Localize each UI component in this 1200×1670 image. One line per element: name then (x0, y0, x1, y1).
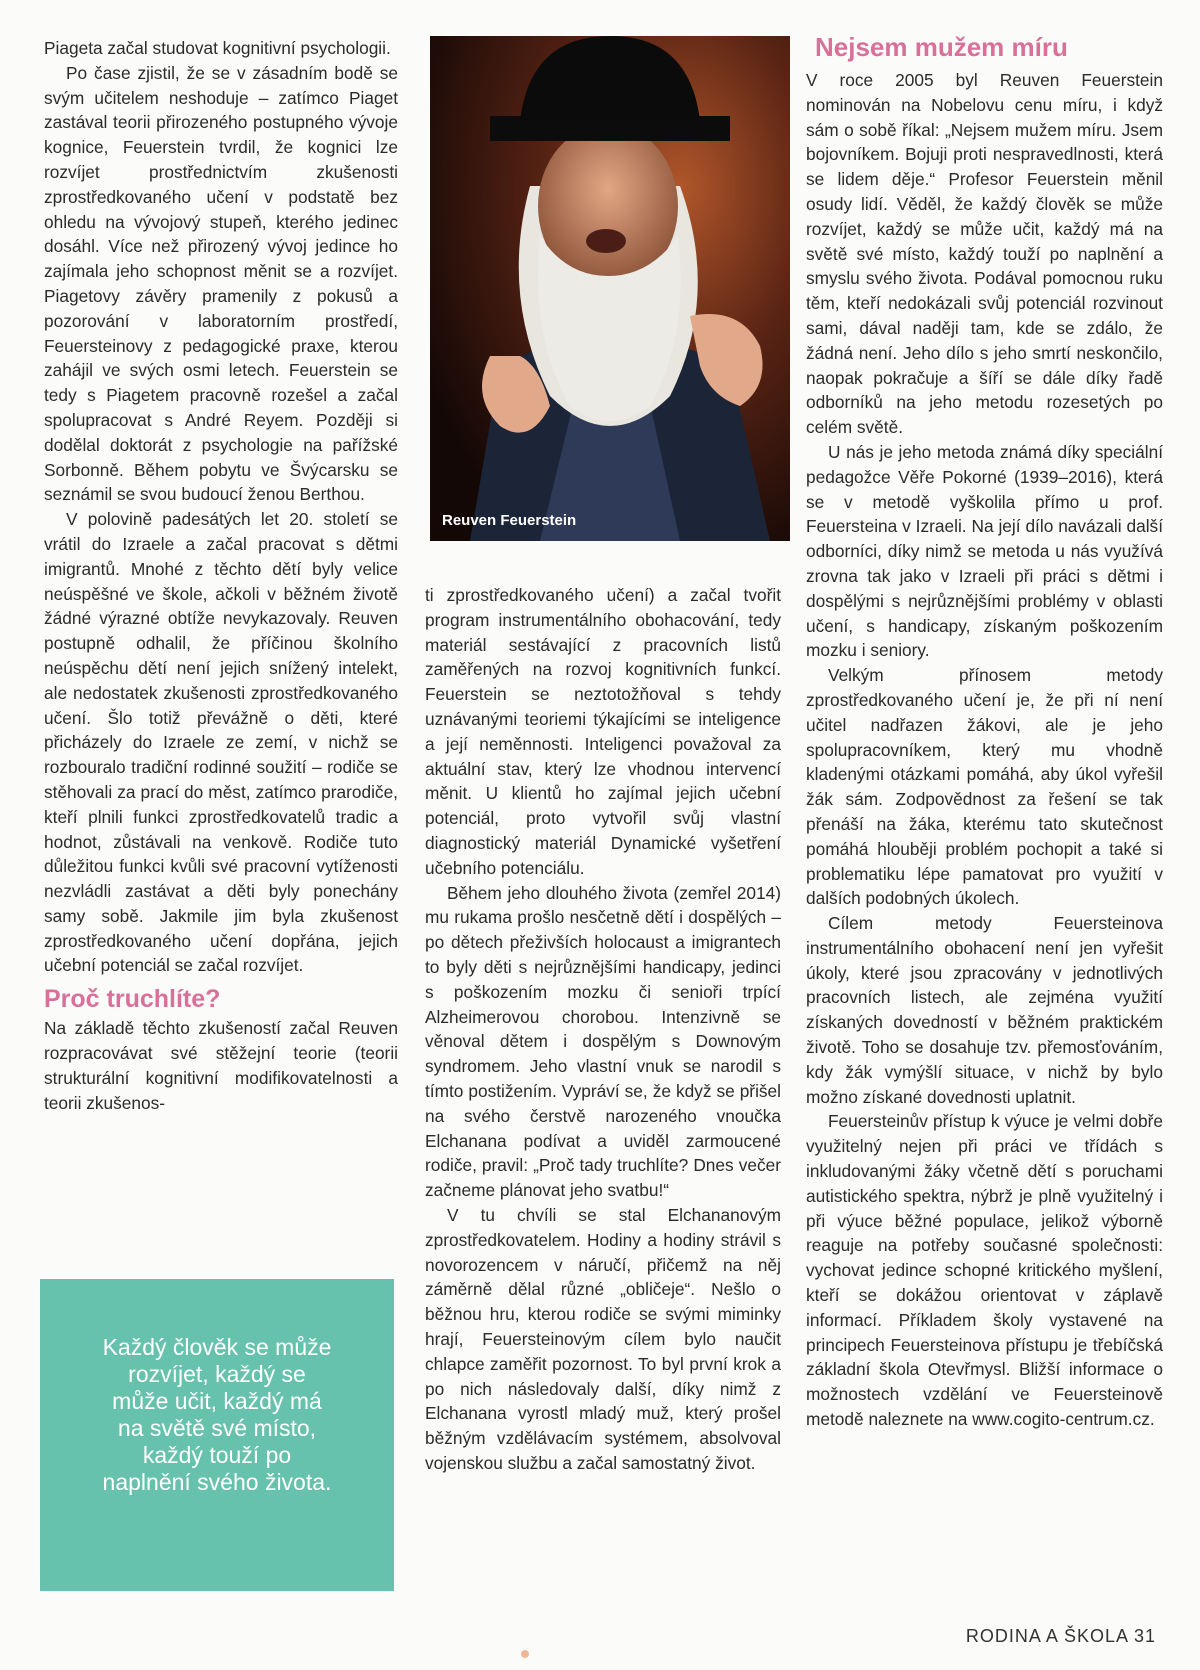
paragraph: V tu chvíli se stal Elchananovým zprostředkovatelem. Hodiny a hodiny strávil s novorozencem v náručí, přičemž na něj záměrně dělal různé „obličeje“. Nešlo o běžnou hru, kterou rodiče se svými miminky hrají, Feuersteinovým cílem bylo naučit chlapce zaměřit pozornost. To byl první krok a po nich následovaly další, díky nimž z Elchanana vyrostl mladý muž, který prošel běžným vzdělávacím systémem, absolvoval vojenskou službu a začal samostatný život. (425, 1204, 781, 1473)
pull-quote-text: Každý člověk se může rozvíjet, každý se může učit, každý má na světě své místo, každý touží po naplnění svého života. (102, 1334, 332, 1495)
paragraph: Piageta začal studovat kognitivní psychologii. (44, 38, 391, 58)
paragraph: Na základě těchto zkušeností začal Reuven rozpracovávat své stěžejní teorie (teorii strukturální kognitivní modifikovatelnosti a teorii zkušenos- (44, 1018, 398, 1113)
column-3 (806, 68, 1163, 1432)
portrait-illustration (430, 36, 790, 541)
paragraph: Cílem metody Feuersteinova instrumentálního obohacení není jen vyřešit úkoly, které jsou zpracovány v jednotlivých pracovních listech, ale zejména využití získaných dovedností v běžném praktickém životě. Toho se dosahuje tzv. přemosťováním, kdy žák vymýšlí situace, v nichž by bylo možno získané dovednosti uplatnit. (806, 913, 1163, 1107)
paragraph: Po čase zjistil, že se v zásadním bodě se svým učitelem neshoduje – zatímco Piaget zastával teorii přirozeného postupného vývoje kognice, Feuerstein tvrdil, že kognici lze rozvíjet prostřednictvím zkušenosti zprostředkovaného učení v podstatě bez ohledu na vývojový stupeň, kterého jedinec dosáhl. Více než přirozený vývoj jedince ho zajímala jeho schopnost měnit se a rozvíjet. Piagetovy závěry pramenily z pokusů a pozorování v laboratorním prostředí, Feuersteinovy z pedagogické praxe, kterou zahájil ve svých osmi letech. Feuerstein se tedy s Piagetem pracovně rozešel a začal spolupracovat s André Reyem. Později si dodělal doktorát z psychologie na pařížské Sorbonně. Během pobytu ve Švýcarsku se seznámil se svou budoucí ženou Berthou. (44, 62, 398, 505)
page-footer: RODINA A ŠKOLA 31 (965, 1626, 1156, 1646)
portrait-photo (430, 36, 790, 541)
paragraph: V roce 2005 byl Reuven Feuerstein nominován na Nobelovu cenu míru, i když sám o sobě říkal: „Nejsem mužem míru. Jsem bojovníkem. Bojuji proti nespravedlnosti, která se lidem děje.“ Profesor Feuerstein měnil osudy lidí. Věděl, že každý člověk se může rozvíjet, každý se může učit, každý má na světě své místo, každý touží po naplnění a smyslu svého života. Podával pomocnou ruku těm, kteří nedokázali svůj potenciál rozvinout sami, dával naději tam, kde se zdálo, že žádná není. Jeho dílo s jeho smrtí neskončilo, naopak pokračuje a šíří se dále díky řadě odborníků na jeho metodu rozesetých po celém světě. (806, 70, 1163, 438)
paragraph: Feuersteinův přístup k výuce je velmi dobře využitelný nejen při práci ve třídách s inkludovanými žáky včetně dětí s poruchami autistického spektra, nýbrž je plně využitelný i při výuce běžné populace, jelikož výborně reaguje na potřeby současné společnosti: vychovat jedince schopné kritického myšlení, kteří se dokážou orientovat v záplavě informací. Příkladem školy vystavené na principech Feuersteinova přístupu je třebíčská základní škola Otevřmysl. Bližší informace o možnostech vzdělání ve Feuersteinově metodě naleznete na www.cogito-centrum.cz. (806, 1111, 1163, 1430)
column-1 (44, 36, 398, 1115)
paragraph: V polovině padesátých let 20. století se vrátil do Izraele a začal pracovat s dětmi imigrantů. Mnohé z těchto dětí byly velice neúspěšné ve škole, ačkoli v běžném životě žádné výrazné obtíže nevykazovaly. Reuven postupně odhalil, že příčinou školního neúspěchu dětí není jejich snížený intelekt, ale nedostatek zkušenosti zprostředkovaného učení. Šlo totiž převážně o děti, které přicházely do Izraele ze zemí, v nichž se rozbouralo tradiční rodinné soužití – rodiče se stěhovali za prací do měst, zatímco prarodiče, kteří plnili funkci zprostředkovatelů tradic a hodnot, zůstávali na venkově. Rodiče tuto důležitou funkci kvůli své pracovní vytíženosti nezvládli zastávat a děti byly ponechány samy sobě. Jakmile jim byla zkušenost zprostředkovaného učení dopřána, jejich učební potenciál se začal rozvíjet. (44, 509, 398, 976)
paragraph: Během jeho dlouhého života (zemřel 2014) mu rukama prošlo nesčetně dětí i dospělých – po dětech přeživších holocaust a imigrantech to byly děti s nejrůznějšími handicapy, jedinci s poškozením mozku či senioři trpící Alzheimerovou chorobou. Intenzivně se věnoval dětem i dospělým s Downovým syndromem. Jeho vlastní vnuk se narodil s tímto postižením. Vypráví se, že když se přišel na svého čerstvě narozeného vnoučka Elchanana podívat a uviděl zarmoucené rodiče, pravil: „Proč tady truchlíte? Dnes večer začneme plánovat jeho svatbu!“ (425, 882, 781, 1201)
section-heading: Proč truchlíte? (44, 985, 221, 1014)
paragraph: U nás je jeho metoda známá díky speciální pedagožce Věře Pokorné (1939–2016), která se v metodě vyškolila přímo u prof. Feuersteina v Izraeli. Na její dílo navázali další odborníci, díky nimž se metoda u nás využívá zrovna tak jako v Izraeli při práci s dětmi i dospělými s nejrůznějšími problémy v oblasti učení, s handicapy, získaným poškozením mozku i seniory. (806, 441, 1163, 661)
section-heading: Nejsem mužem míru (815, 32, 1068, 62)
paragraph: ti zprostředkovaného učení) a začal tvořit program instrumentálního obohacování, tedy materiál sestávající z pracovních listů zaměřených na rozvoj kognitivních funkcí. Feuerstein se neztotožňoval s tehdy uznávanými teoriemi týkajícími se inteligence a její neměnnosti. Inteligenci považoval za aktuální stav, který lze vhodnou intervencí měnit. U klientů ho zajímal jejich učební potenciál, proto vytvořil svůj vlastní diagnostický materiál Dynamické vyšetření učebního potenciálu. (425, 585, 781, 878)
paragraph: Velkým přínosem metody zprostředkovaného učení je, že při ní není učitel nadřazen žákovi, ale je jeho spolupracovníkem, který mu vhodně kladenými otázkami pomáhá, aby úkol vyřešil žák sám. Zodpovědnost za řešení se tak přenáší na žáka, kterému tato skutečnost pomáhá hlouběji problém pochopit a také si problematiku lépe pamatovat pro využití v dalších podobných úkolech. (806, 665, 1163, 909)
pull-quote-box (40, 1279, 394, 1591)
column-2 (425, 583, 781, 1476)
decorative-dot (521, 1650, 529, 1658)
photo-caption: Reuven Feuerstein (442, 512, 577, 529)
